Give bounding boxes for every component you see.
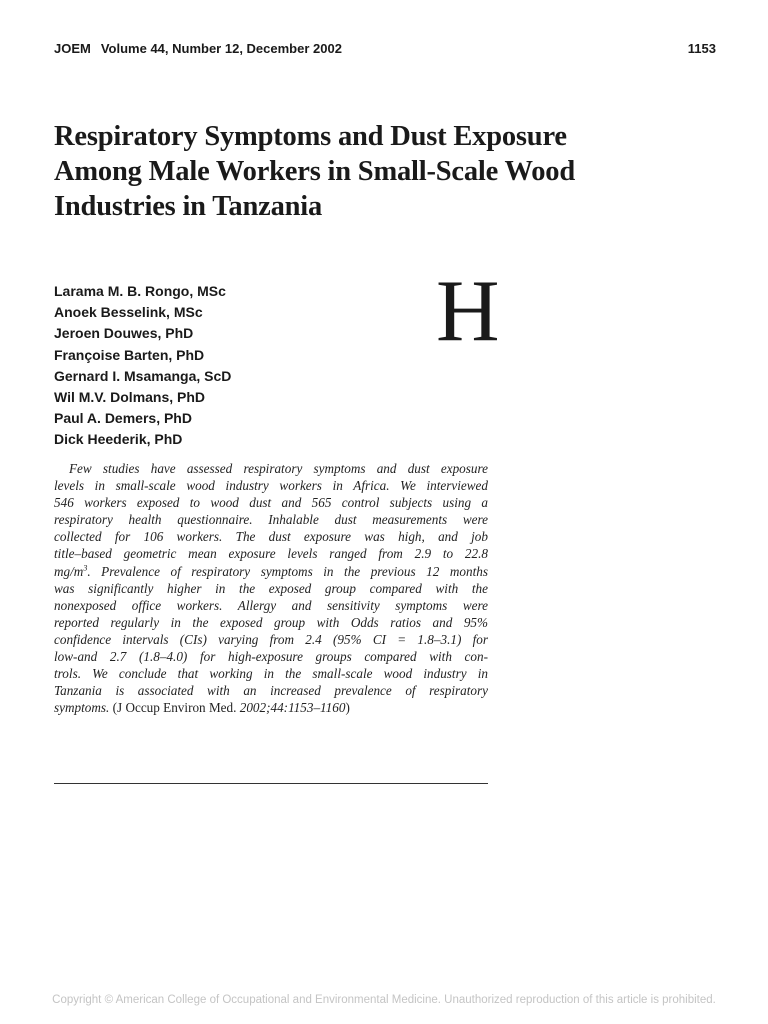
drop-cap: H: [436, 263, 500, 360]
unit-suffix: . Prevalence of respiratory symptoms in the previous 12 months: [87, 563, 488, 579]
footnote-divider: [54, 783, 488, 784]
author: Jeroen Douwes, PhD: [54, 325, 194, 342]
abstract-line: collected for 106 workers. The dust exposure was high, and job: [54, 529, 488, 545]
abstract-line: low-and 2.7 (1.8–4.0) for high-exposure groups compared with con-: [54, 649, 488, 665]
author: Gernard I. Msamanga, ScD: [54, 367, 232, 384]
last-words: symptoms.: [54, 700, 110, 716]
page-number: 1153: [687, 41, 716, 56]
abstract-line: Tanzania is associated with an increased prevalence of respiratory: [54, 683, 488, 699]
title-line: Respiratory Symptoms and Dust Exposure: [54, 121, 567, 152]
abstract-line: levels in small-scale wood industry workers in Africa. We interviewed: [54, 478, 488, 494]
author: Dick Heederik, PhD: [54, 431, 183, 448]
unit-prefix: mg/m: [54, 563, 84, 579]
citation-open: (J Occup Environ Med.: [112, 700, 237, 716]
journal-citation: [54, 41, 342, 56]
abstract-line: 546 workers exposed to wood dust and 565 control subjects using a: [54, 495, 488, 511]
author: Paul A. Demers, PhD: [54, 410, 192, 427]
author: Françoise Barten, PhD: [54, 346, 205, 363]
abstract-line: confidence intervals (CIs) varying from 2.4 (95% CI = 1.8–3.1) for: [54, 631, 488, 647]
abstract-line: was significantly higher in the exposed group compared with the: [54, 580, 488, 596]
abstract-line: reported regularly in the exposed group with Odds ratios and 95%: [54, 614, 488, 630]
abstract-line-unit: [54, 563, 488, 580]
journal-issue: Volume 44, Number 12, December 2002: [100, 41, 342, 56]
abstract-last-line: [54, 699, 488, 716]
author-list: [54, 281, 231, 451]
running-head: [54, 41, 716, 57]
abstract-line: trols. We conclude that working in the small-scale wood industry in: [54, 666, 488, 682]
title-line: Among Male Workers in Small-Scale Wood: [54, 156, 575, 187]
citation-close: ): [345, 700, 350, 716]
abstract-line: title–based geometric mean exposure levels ranged from 2.9 to 22.8: [54, 546, 488, 562]
article-title: [54, 119, 714, 224]
author: Anoek Besselink, MSc: [54, 304, 203, 321]
abstract-line: nonexposed office workers. Allergy and sensitivity symptoms were: [54, 597, 488, 613]
abstract-line: Few studies have assessed respiratory symptoms and dust exposure: [69, 461, 488, 476]
author: Wil M.V. Dolmans, PhD: [54, 389, 206, 406]
title-line: Industries in Tanzania: [54, 191, 323, 222]
citation-ref: 2002;44:1153–1160: [239, 700, 346, 716]
journal-name: JOEM: [54, 41, 91, 56]
abstract: [54, 460, 488, 716]
copyright-notice: Copyright © American College of Occupational and Environmental Medicine. Unauthorized reproduction of this article is prohibited.: [52, 994, 716, 1006]
author: Larama M. B. Rongo, MSc: [54, 283, 226, 299]
abstract-line: respiratory health questionnaire. Inhalable dust measurements were: [54, 512, 488, 528]
unit-exponent: 3: [83, 563, 88, 573]
